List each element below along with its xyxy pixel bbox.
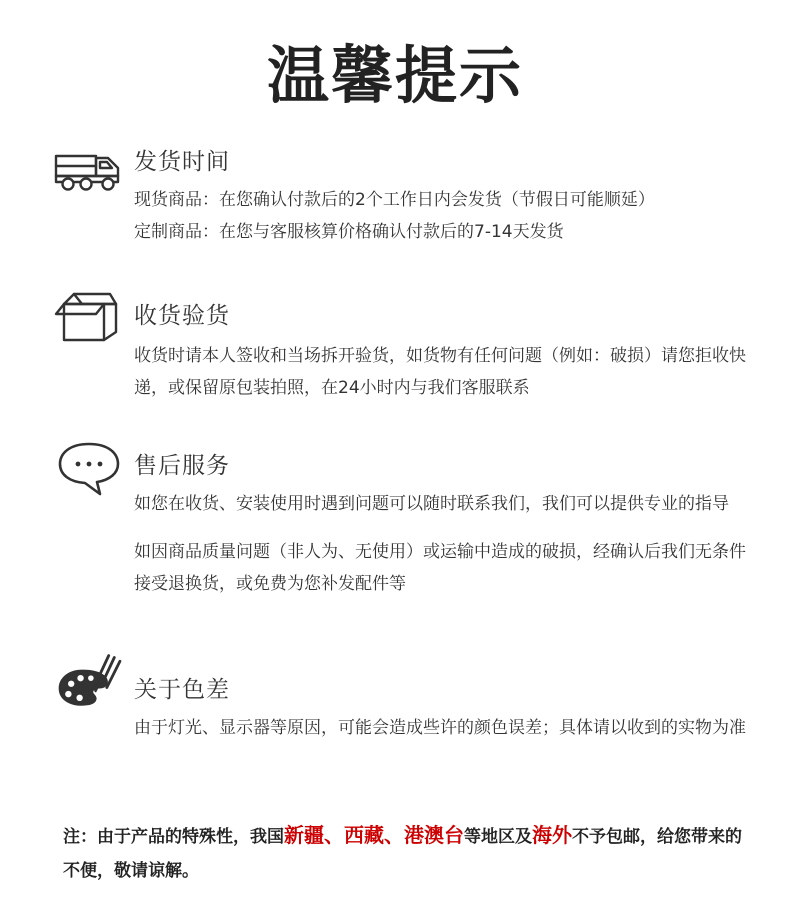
section-body xyxy=(134,340,754,404)
note-separator: 、 xyxy=(384,823,404,847)
note-suffix: 不予包邮，给您带来的不便，敬请谅解。 xyxy=(63,827,742,881)
shipping-stock-line: 现货商品：在您确认付款后的2个工作日内会发货（节假日可能顺延） xyxy=(134,190,655,210)
paint-palette-icon xyxy=(52,650,126,710)
shipping-custom-line: 定制商品：在您与客服核算价格确认付款后的7-14天发货 xyxy=(134,222,564,242)
color-difference-text: 由于灯光、显示器等原因，可能会造成些许的颜色误差；具体请以收到的实物为准 xyxy=(134,718,746,738)
note-prefix: 注：由于产品的特殊性，我国 xyxy=(63,827,284,847)
section-body xyxy=(134,488,754,600)
region-overseas: 海外 xyxy=(532,823,572,847)
after-sales-support-text: 如您在收货、安装使用时遇到问题可以随时联系我们，我们可以提供专业的指导 xyxy=(134,494,729,514)
section-heading: 发货时间 xyxy=(134,149,230,175)
open-box-icon xyxy=(52,288,126,348)
region-xinjiang: 新疆 xyxy=(284,823,324,847)
section-body xyxy=(134,712,754,744)
shipping-note xyxy=(63,818,743,888)
delivery-truck-icon xyxy=(52,140,126,200)
section-heading: 收货验货 xyxy=(134,303,230,329)
note-middle: 等地区及 xyxy=(464,827,532,847)
chat-bubble-icon xyxy=(52,438,126,498)
region-hk-macau-taiwan: 港澳台 xyxy=(404,823,464,847)
after-sales-return-text: 如因商品质量问题（非人为、无使用）或运输中造成的破损，经确认后我们无条件接受退换货，或免费为您补发配件等 xyxy=(134,542,746,594)
receiving-text: 收货时请本人签收和当场拆开验货，如货物有任何问题（例如：破损）请您拒收快递，或保留原包装拍照，在24小时内与我们客服联系 xyxy=(134,346,746,398)
region-xizang: 西藏 xyxy=(344,823,384,847)
page-title: 温馨提示 xyxy=(266,39,523,112)
note-separator: 、 xyxy=(324,823,344,847)
section-heading: 售后服务 xyxy=(134,453,230,479)
section-heading: 关于色差 xyxy=(134,677,230,703)
section-body xyxy=(134,184,754,248)
